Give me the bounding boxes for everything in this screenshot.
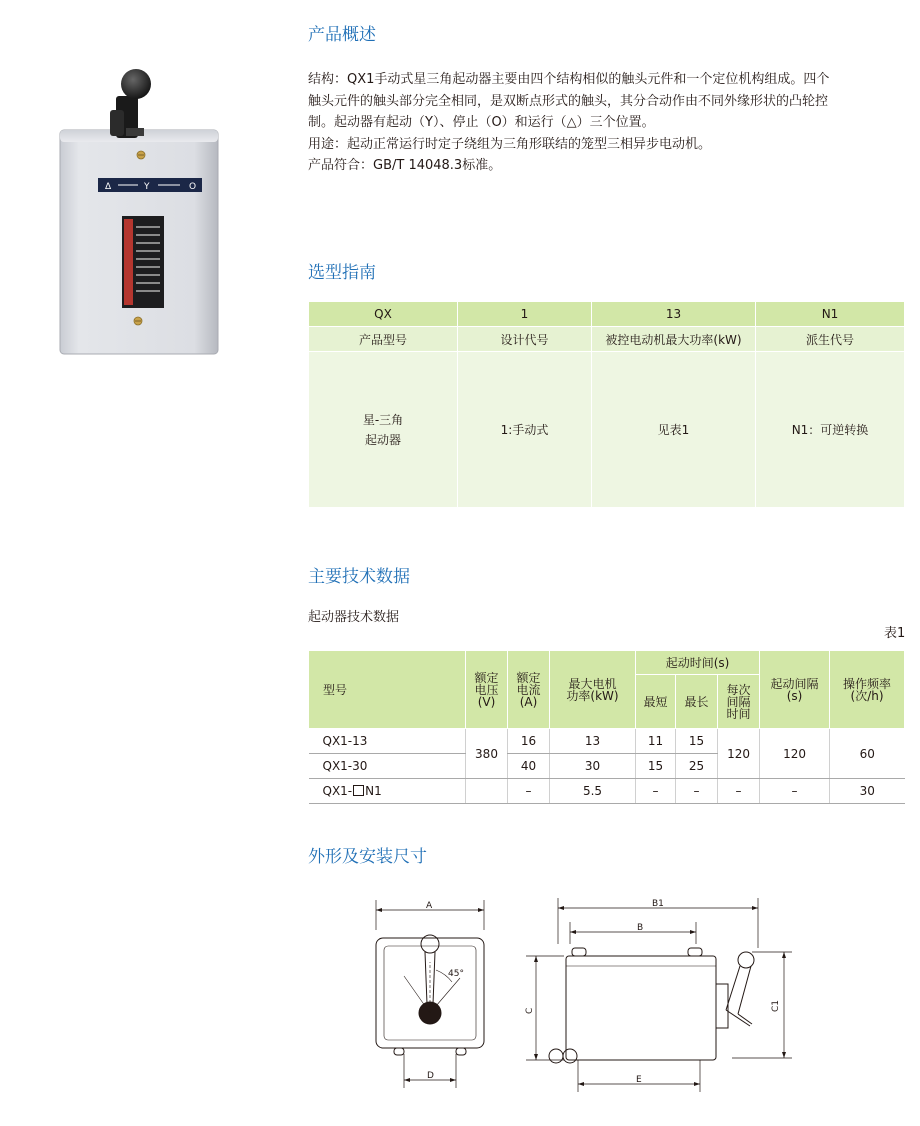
dimensions-heading: 外形及安装尺寸 bbox=[308, 847, 427, 867]
dim-label-b: B bbox=[637, 923, 644, 933]
dim-label-b1: B1 bbox=[652, 899, 664, 909]
technical-table bbox=[308, 650, 905, 804]
table-row bbox=[309, 779, 905, 804]
header-voltage-line: 额定 bbox=[474, 670, 499, 685]
selection-label: 派生代号 bbox=[756, 327, 905, 352]
header-interval-line: 起动间隔 bbox=[770, 676, 819, 691]
selection-value-type-line2: 起动器 bbox=[364, 432, 401, 447]
selection-value-power: 见表1 bbox=[592, 352, 756, 508]
cell-frequency-merged: 60 bbox=[830, 729, 905, 779]
header-per-interval-line: 每次 bbox=[726, 682, 751, 697]
dim-label-d: D bbox=[427, 1071, 434, 1081]
indicator-right: O bbox=[189, 182, 197, 192]
selection-heading: 选型指南 bbox=[308, 263, 376, 283]
header-voltage-line: (V) bbox=[477, 694, 496, 709]
header-current-line: 电流 bbox=[516, 682, 541, 697]
technical-heading: 主要技术数据 bbox=[308, 567, 410, 587]
selection-table bbox=[308, 301, 905, 508]
header-longest: 最长 bbox=[676, 675, 718, 729]
cell-shortest: 15 bbox=[636, 754, 676, 779]
table-row bbox=[309, 729, 905, 754]
header-frequency bbox=[830, 651, 905, 729]
header-voltage-line: 电压 bbox=[474, 682, 499, 697]
header-current-line: (A) bbox=[519, 694, 538, 709]
header-per-interval-line: 时间 bbox=[726, 706, 751, 721]
indicator-mid: Y bbox=[144, 182, 150, 192]
cell-model: QX1-13 bbox=[309, 729, 466, 754]
cell-longest: 15 bbox=[676, 729, 718, 754]
selection-label-row bbox=[309, 327, 905, 352]
selection-code: 13 bbox=[592, 302, 756, 327]
model-suffix: N1 bbox=[365, 784, 382, 798]
dimension-drawing-svg bbox=[360, 892, 800, 1104]
selection-value-design: 1:手动式 bbox=[458, 352, 592, 508]
header-power-line: 功率(kW) bbox=[566, 688, 619, 703]
dim-label-c1: C1 bbox=[771, 999, 781, 1012]
cell-current: – bbox=[508, 779, 550, 804]
header-power-line: 最大电机 bbox=[568, 676, 617, 691]
cell-voltage-empty bbox=[466, 779, 508, 804]
header-per-interval bbox=[718, 675, 760, 729]
dim-label-angle: 45° bbox=[448, 969, 464, 979]
header-frequency-line: (次/h) bbox=[850, 688, 884, 703]
header-current bbox=[508, 651, 550, 729]
selection-value-row bbox=[309, 352, 905, 508]
dim-label-e: E bbox=[636, 1075, 642, 1085]
cell-frequency: 30 bbox=[830, 779, 905, 804]
header-interval bbox=[760, 651, 830, 729]
header-frequency-line: 操作频率 bbox=[843, 676, 892, 691]
blank-box-icon bbox=[353, 785, 364, 796]
cell-interval-merged: 120 bbox=[760, 729, 830, 779]
selection-code-row bbox=[309, 302, 905, 327]
overview-line-usage: 用途：起动正常运行时定子绕组为三角形联结的笼型三相异步电动机。 bbox=[308, 136, 712, 152]
header-power bbox=[550, 651, 636, 729]
header-voltage bbox=[466, 651, 508, 729]
cell-power: 5.5 bbox=[550, 779, 636, 804]
cell-longest: – bbox=[676, 779, 718, 804]
selection-value-type bbox=[309, 352, 458, 508]
selection-label: 产品型号 bbox=[309, 327, 458, 352]
cell-interval: – bbox=[760, 779, 830, 804]
header-shortest: 最短 bbox=[636, 675, 676, 729]
selection-label: 设计代号 bbox=[458, 327, 592, 352]
header-per-interval-line: 间隔 bbox=[726, 694, 751, 709]
cell-longest: 25 bbox=[676, 754, 718, 779]
cell-shortest: – bbox=[636, 779, 676, 804]
cell-voltage-merged: 380 bbox=[466, 729, 508, 779]
header-current-line: 额定 bbox=[516, 670, 541, 685]
indicator-left: Δ bbox=[105, 182, 112, 192]
table-number: 表1 bbox=[884, 626, 906, 641]
header-start-time: 起动时间(s) bbox=[636, 651, 760, 675]
cell-power: 30 bbox=[550, 754, 636, 779]
overview-text bbox=[308, 69, 904, 177]
cell-power: 13 bbox=[550, 729, 636, 754]
overview-line-structure-2: 触头元件的触头部分完全相同，是双断点形式的触头，其分合动作由不同外缘形状的凸轮控 bbox=[308, 93, 829, 109]
overview-line-structure-1: 结构：QX1手动式星三角起动器主要由四个结构相似的触头元件和一个定位机构组成。四个 bbox=[308, 72, 830, 87]
model-prefix: QX1- bbox=[322, 784, 353, 798]
selection-value-type-line1: 星-三角 bbox=[362, 412, 404, 427]
cell-model bbox=[309, 779, 466, 804]
technical-caption: 起动器技术数据 bbox=[308, 610, 400, 625]
selection-code: 1 bbox=[458, 302, 592, 327]
selection-code: QX bbox=[309, 302, 458, 327]
dimension-drawing bbox=[360, 892, 800, 1104]
cell-per-interval-merged: 120 bbox=[718, 729, 760, 779]
selection-label: 被控电动机最大功率(kW) bbox=[592, 327, 756, 352]
cell-shortest: 11 bbox=[636, 729, 676, 754]
dim-label-c: C bbox=[525, 1007, 535, 1014]
dim-label-a: A bbox=[426, 901, 433, 911]
cell-per-interval: – bbox=[718, 779, 760, 804]
selection-value-derivative: N1：可逆转换 bbox=[756, 352, 905, 508]
starter-illustration bbox=[58, 66, 220, 356]
cell-current: 40 bbox=[508, 754, 550, 779]
header-model: 型号 bbox=[309, 651, 466, 729]
overview-heading: 产品概述 bbox=[308, 25, 376, 45]
overview-line-structure-3: 制。起动器有起动（Y）、停止（O）和运行（△）三个位置。 bbox=[308, 115, 655, 131]
selection-code: N1 bbox=[756, 302, 905, 327]
cell-current: 16 bbox=[508, 729, 550, 754]
overview-line-standard: 产品符合：GB/T 14048.3标准。 bbox=[308, 158, 502, 174]
cell-model: QX1-30 bbox=[309, 754, 466, 779]
product-image bbox=[58, 66, 220, 356]
header-interval-line: (s) bbox=[786, 688, 803, 703]
